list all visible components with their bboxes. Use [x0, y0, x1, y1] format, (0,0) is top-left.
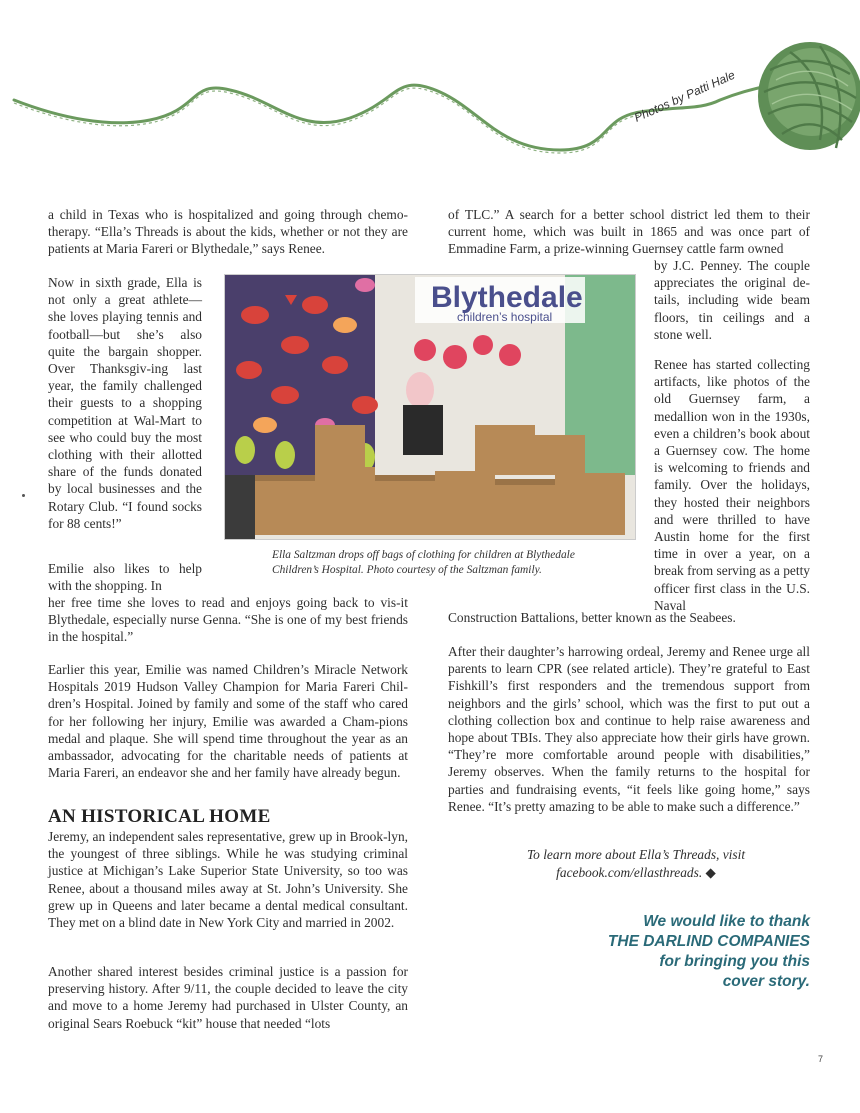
hospital-photo [224, 274, 636, 540]
left-paragraph-1: a child in Texas who is hospitalized and going through chemo-therapy. “Ella’s Threads is about the kids, whether or not they are patients at Maria Fareri or Blythedale,” says Renee. [48, 207, 408, 257]
learn-more-link[interactable]: facebook.com/ellasthreads. ◆ [556, 865, 716, 880]
right-paragraph-2b: Construction Battalions, better known as the Seabees. [448, 610, 736, 625]
thanks-line-1: We would like to thank [643, 913, 810, 930]
left-paragraph-3b: her free time she loves to read and enjoys going back to vis-it Blythedale, especially nurse Genna. “She is one of my best friends in the hospital.” [48, 595, 408, 645]
page-number: 7 [818, 1054, 824, 1064]
photo-credit: Photos by Patti Hale [632, 67, 738, 125]
right-paragraph-2: Renee has started collecting artifacts, like photos of the old Guernsey farm, a medallion won in the 1930s, even a children’s book about a Guernsey cow. The home is welcoming to friends and family. Over the holidays, they hosted their neighbors and were thrilled to have Austin home for the first time in over a year, on a break from serving as a petty officer first class in the U.S. Naval [654, 357, 810, 613]
thanks-line-3: for bringing you this [659, 953, 810, 970]
left-paragraph-2: Now in sixth grade, Ella is not only a great athlete— she loves playing tennis and football—but she’s also quite the bargain shopper. Over Thanksgiv-ing last year, the family challenged their guests to a shopping competition at Wal-Mart to see who could buy the most clothing with their allotted share of the funds donated by local businesses and the Rotary Club. “I found socks for 88 cents!” [48, 275, 202, 531]
right-paragraph-3: After their daughter’s harrowing ordeal, Jeremy and Renee urge all parents to learn CPR (see related article). They’re grateful to East Fishkill’s first responders and the tremendous support from neighbors and the girls’ school, which was the first to put out a clothing collection box and continue to help raise awareness and hope about TBIs. They also appreciate how their girls have grown. “They’re more comfortable around people with disabilities,” Jeremy observes. When the family returns to the hospital for parties and fundraising events, “it feels like going home,” says Renee. “It’s pretty amazing to be able to make such a difference.” [448, 644, 810, 814]
left-paragraph-4: Earlier this year, Emilie was named Children’s Miracle Network Hospitals 2019 Hudson Valley Champion for Maria Fareri Chil-dren’s Hospital. Joined by family and some of the staff who cared for her following her injury, Emilie was awarded a Cham-pions medal and plaque. She will spend time throughout the year as an ambassador, advocating for the charitable needs of patients at Maria Fareri, an endeavor she and her family have already begun. [48, 662, 408, 781]
thanks-line-2: THE DARLIND COMPANIES [607, 933, 810, 950]
yarn-ball-illustration [0, 0, 860, 200]
left-paragraph-3a: Emilie also likes to help with the shopping. In [48, 561, 202, 594]
yarn-ball [758, 42, 860, 150]
photo-caption: Ella Saltzman drops off bags of clothing for children at Blythedale Children’s Hospital. Photo courtesy of the Saltzman family. [272, 549, 575, 576]
left-paragraph-6: Another shared interest besides criminal justice is a passion for preserving history. After 9/11, the couple decided to leave the city and move to a home Jeremy had purchased in Ulster County, an original Sears Roebuck “kit” house that needed “lots [48, 964, 408, 1031]
right-paragraph-1b: by J.C. Penney. The couple appreciates the original de-tails, including wide beam floors, tin ceilings and a stone well. [654, 258, 810, 342]
learn-more-line-1: To learn more about Ella’s Threads, visit [526, 847, 746, 862]
right-paragraph-1: of TLC.” A search for a better school district led them to their current home, which was built in 1865 and was once part of Emmadine Farm, a prize-winning Guernsey cattle farm owned [448, 207, 810, 257]
sign-title: Blythedale [431, 281, 583, 314]
sign-subtitle: children’s hospital [457, 310, 553, 324]
thanks-line-4: cover story. [722, 973, 810, 990]
section-heading: AN HISTORICAL HOME [48, 806, 271, 827]
learn-more-note [486, 846, 786, 882]
stray-dot [22, 494, 25, 497]
sponsor-thanks [560, 912, 810, 992]
left-paragraph-5: Jeremy, an independent sales representative, grew up in Brook-lyn, the youngest of three siblings. While he was studying criminal justice at Michigan’s Lake Superior State University, so too was Renee, about a thousand miles away at St. John’s University. She grew up in Queens and later became a dental medical consultant. They met on a blind date in New York City and married in 2002. [48, 829, 408, 931]
